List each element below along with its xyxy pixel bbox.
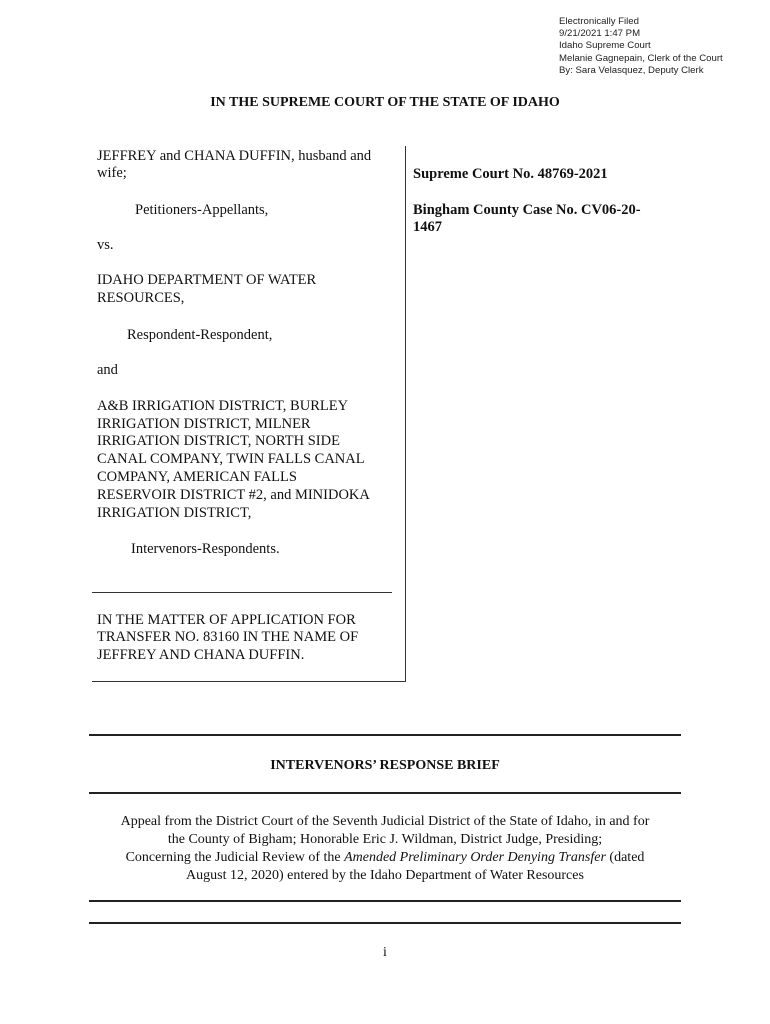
appeal-statement bbox=[92, 813, 678, 885]
petitioners-line: wife; bbox=[97, 165, 127, 181]
and-label: and bbox=[97, 362, 118, 378]
stamp-line: 9/21/2021 1:47 PM bbox=[559, 28, 641, 40]
stamp-line: By: Sara Velasquez, Deputy Clerk bbox=[559, 64, 704, 76]
petitioners-line: JEFFREY and CHANA DUFFIN, husband and bbox=[97, 148, 372, 164]
appeal-line bbox=[92, 849, 678, 867]
court-title: IN THE SUPREME COURT OF THE STATE OF IDAHO bbox=[210, 95, 560, 110]
intervenors-role: Intervenors-Respondents. bbox=[131, 541, 280, 557]
supreme-court-number: Supreme Court No. 48769-2021 bbox=[413, 166, 608, 182]
page-number: i bbox=[383, 945, 387, 960]
respondent-line: RESOURCES, bbox=[97, 290, 185, 306]
intervenors-line: COMPANY, AMERICAN FALLS bbox=[97, 469, 297, 485]
petitioners-role: Petitioners-Appellants, bbox=[135, 202, 269, 218]
county-case-number: Bingham County Case No. CV06-20- bbox=[413, 202, 641, 218]
appeal-text: Concerning the Judicial Review of the bbox=[125, 850, 345, 865]
county-case-number-cont: 1467 bbox=[413, 219, 442, 235]
appeal-rule-top bbox=[89, 900, 681, 902]
stamp-line: Electronically Filed bbox=[559, 16, 639, 27]
intervenors-line: A&B IRRIGATION DISTRICT, BURLEY bbox=[97, 398, 349, 414]
brief-title: INTERVENORS’ RESPONSE BRIEF bbox=[270, 758, 500, 773]
intervenors-line: RESERVOIR DISTRICT #2, and MINIDOKA bbox=[97, 487, 370, 503]
matter-line: JEFFREY AND CHANA DUFFIN. bbox=[97, 647, 305, 663]
appeal-line: August 12, 2020) entered by the Idaho Department of Water Resources bbox=[186, 868, 584, 883]
versus-label: vs. bbox=[97, 237, 114, 253]
matter-line: TRANSFER NO. 83160 IN THE NAME OF bbox=[97, 629, 359, 645]
appeal-line: Appeal from the District Court of the Seventh Judicial District of the State of Idaho, in and for bbox=[120, 814, 650, 829]
stamp-line: Idaho Supreme Court bbox=[559, 40, 651, 52]
caption-vertical-rule bbox=[405, 146, 406, 682]
order-title: Amended Preliminary Order Denying Transfer bbox=[344, 850, 606, 865]
stamp-line: Melanie Gagnepain, Clerk of the Court bbox=[559, 52, 723, 64]
respondent-line: IDAHO DEPARTMENT OF WATER bbox=[97, 272, 317, 288]
intervenors-line: IRRIGATION DISTRICT, NORTH SIDE bbox=[97, 433, 340, 449]
appeal-text: (dated bbox=[605, 850, 645, 865]
title-rule-top bbox=[89, 734, 681, 736]
title-rule-bottom bbox=[89, 792, 681, 794]
appeal-rule-bottom bbox=[89, 922, 681, 924]
matter-line: IN THE MATTER OF APPLICATION FOR bbox=[97, 612, 356, 628]
respondent-role: Respondent-Respondent, bbox=[127, 327, 273, 343]
appeal-line: the County of Bigham; Honorable Eric J. Wildman, District Judge, Presiding; bbox=[167, 832, 603, 847]
caption-divider bbox=[92, 592, 392, 593]
intervenors-line: IRRIGATION DISTRICT, MILNER bbox=[97, 416, 311, 432]
filing-stamp bbox=[559, 16, 723, 77]
intervenors-line: IRRIGATION DISTRICT, bbox=[97, 505, 252, 521]
caption-bottom-rule bbox=[92, 681, 406, 682]
intervenors-line: CANAL COMPANY, TWIN FALLS CANAL bbox=[97, 451, 365, 467]
